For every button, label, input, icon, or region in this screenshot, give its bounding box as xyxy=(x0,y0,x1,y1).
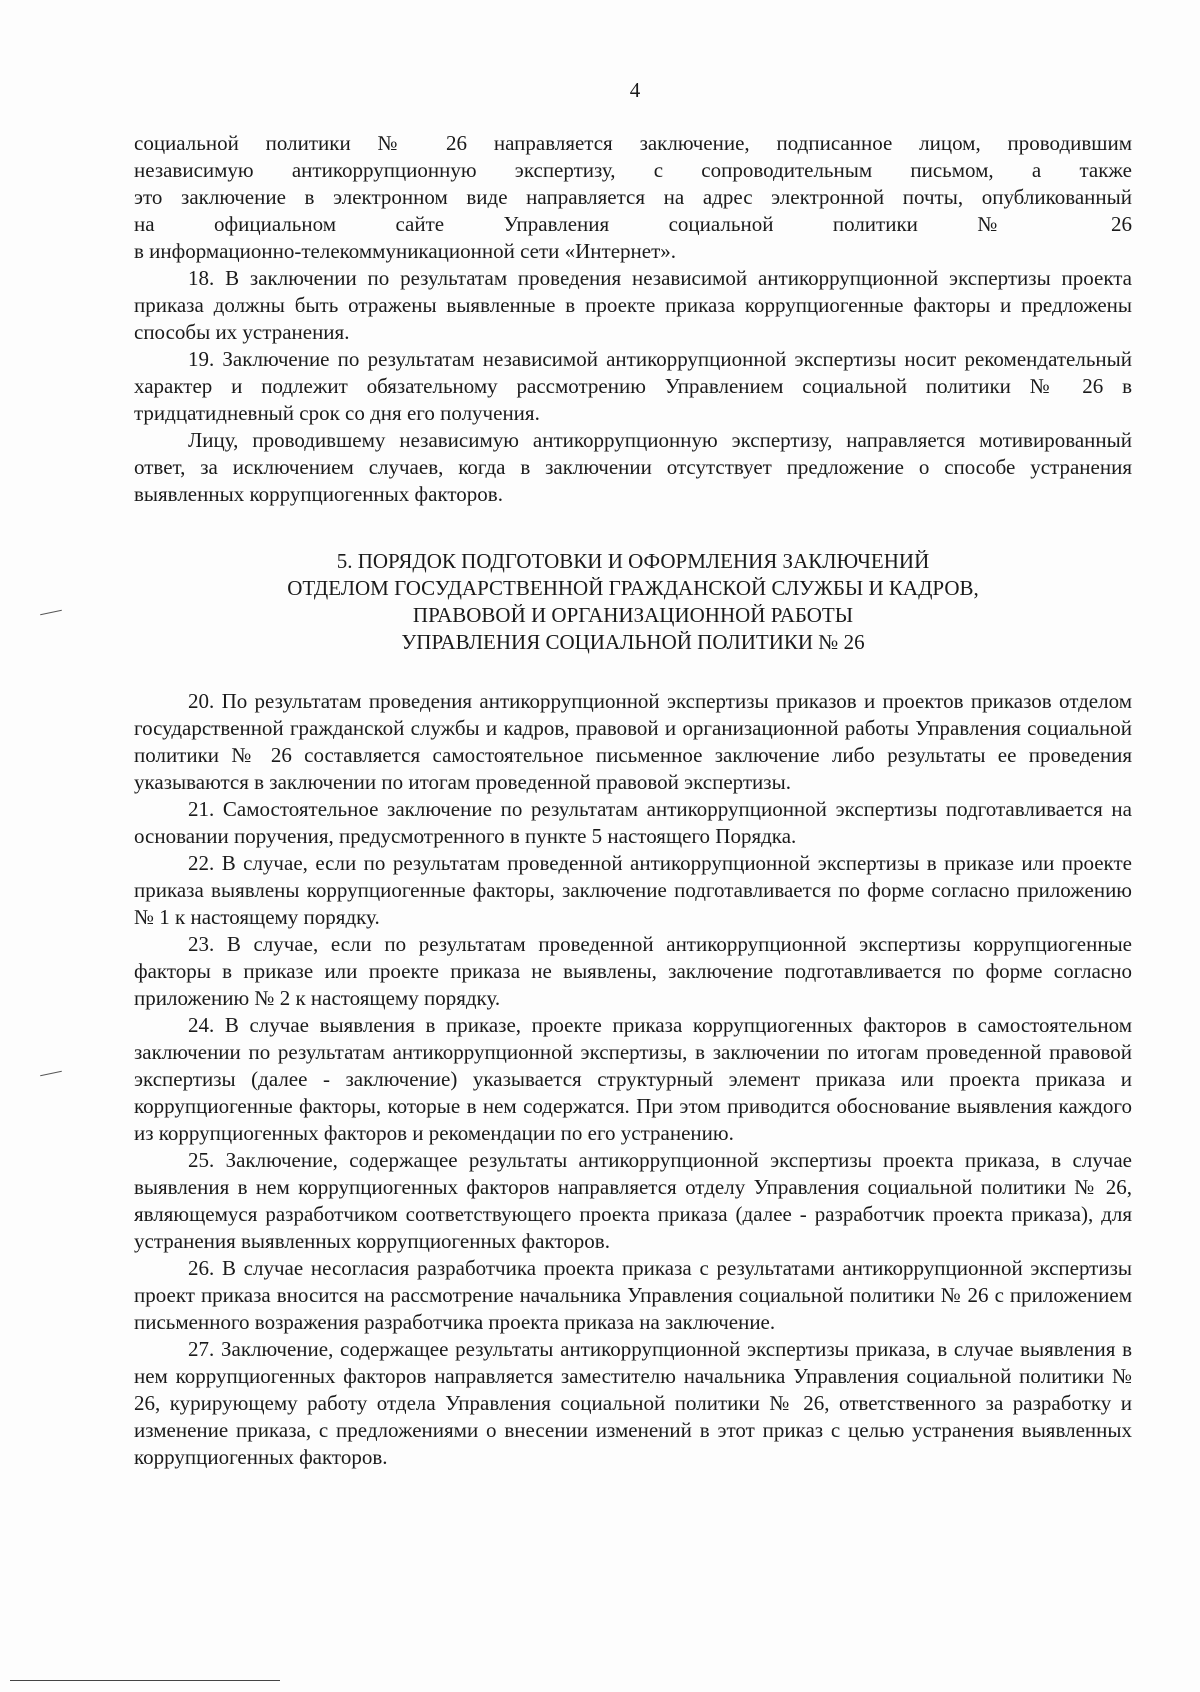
paragraph-continuation-line: социальной политики № 26 направляется заключение, подписанное лицом, проводившим xyxy=(134,131,1132,155)
paragraph-26: 26. В случае несогласия разработчика проекта приказа с результатами антикоррупционной экспертизы проект приказа вносится на рассмотрение начальника Управления социальной политики № 26 с приложением письменного возражения разработчика проекта приказа на заключение. xyxy=(134,1256,1132,1334)
paragraph-20: 20. По результатам проведения антикоррупционной экспертизы приказов и проектов приказов отделом государственной гражданской службы и кадров, правовой и организационной работы Управления социальной политики № 26 составляется самостоятельное письменное заключение либо результаты ее проведения указываются в заключении по итогам проведенной правовой экспертизы. xyxy=(134,689,1132,794)
footer-rule xyxy=(10,1680,280,1681)
paragraph-continuation-line: независимую антикоррупционную экспертизу, с сопроводительным письмом, а также xyxy=(134,158,1132,182)
margin-punch-mark xyxy=(40,1071,62,1077)
heading-line: ОТДЕЛОМ ГОСУДАРСТВЕННОЙ ГРАЖДАНСКОЙ СЛУЖБЫ И КАДРОВ, xyxy=(287,576,979,600)
section-5-body xyxy=(134,688,1132,1471)
paragraph-18: 18. В заключении по результатам проведения независимой антикоррупционной экспертизы проекта приказа должны быть отражены выявленные в проекте приказа коррупциогенные факторы и предложены способы их устранения. xyxy=(134,266,1132,344)
heading-line: УПРАВЛЕНИЯ СОЦИАЛЬНОЙ ПОЛИТИКИ № 26 xyxy=(401,630,865,654)
heading-line: 5. ПОРЯДОК ПОДГОТОВКИ И ОФОРМЛЕНИЯ ЗАКЛЮЧЕНИЙ xyxy=(336,549,930,573)
paragraph-27: 27. Заключение, содержащее результаты антикоррупционной экспертизы приказа, в случае выявления в нем коррупциогенных факторов направляется заместителю начальника Управления социальной политики № 26, курирующему работу отдела Управления социальной политики № 26, ответственного за разработку и изменение приказа, с предложениями о внесении изменений в этот приказ с целью устранения выявленных коррупциогенных факторов. xyxy=(134,1337,1132,1469)
margin-punch-mark xyxy=(40,610,62,616)
paragraph-continuation-line: в информационно-телекоммуникационной сети «Интернет». xyxy=(134,239,677,263)
paragraph-19-response: Лицу, проводившему независимую антикоррупционную экспертизу, направляется мотивированный ответ, за исключением случаев, когда в заключении отсутствует предложение о способе устранения выявленных коррупциогенных факторов. xyxy=(134,428,1132,506)
paragraph-22: 22. В случае, если по результатам проведенной антикоррупционной экспертизы в приказе или проекте приказа выявлены коррупциогенные факторы, заключение подготавливается по форме согласно приложению № 1 к настоящему порядку. xyxy=(134,851,1132,929)
section-5-heading xyxy=(134,548,1132,656)
paragraph-23: 23. В случае, если по результатам проведенной антикоррупционной экспертизы коррупциогенные факторы в приказе или проекте приказа не выявлены, заключение подготавливается по форме согласно приложению № 2 к настоящему порядку. xyxy=(134,932,1132,1010)
paragraph-24: 24. В случае выявления в приказе, проекте приказа коррупциогенных факторов в самостоятельном заключении по результатам антикоррупционной экспертизы, в заключении по итогам проведенной правовой экспертизы (далее - заключение) указывается структурный элемент приказа или проекта приказа и коррупциогенные факторы, которые в нем содержатся. При этом приводится обоснование выявления каждого из коррупциогенных факторов и рекомендации по его устранению. xyxy=(134,1013,1132,1145)
paragraph-19: 19. Заключение по результатам независимой антикоррупционной экспертизы носит рекомендательный характер и подлежит обязательному рассмотрению Управлением социальной политики № 26 в тридцатидневный срок со дня его получения. xyxy=(134,347,1132,425)
heading-line: ПРАВОВОЙ И ОРГАНИЗАЦИОННОЙ РАБОТЫ xyxy=(412,603,854,627)
top-text-block xyxy=(134,130,1132,508)
page-number: 4 xyxy=(629,78,641,102)
paragraph-continuation-line: на официальном сайте Управления социальной политики № 26 xyxy=(134,212,1132,236)
paragraph-continuation-line: это заключение в электронном виде направляется на адрес электронной почты, опубликованный xyxy=(134,185,1132,209)
paragraph-21: 21. Самостоятельное заключение по результатам антикоррупционной экспертизы подготавливается на основании поручения, предусмотренного в пункте 5 настоящего Порядка. xyxy=(134,797,1132,848)
paragraph-25: 25. Заключение, содержащее результаты антикоррупционной экспертизы проекта приказа, в случае выявления в нем коррупциогенных факторов направляется отделу Управления социальной политики № 26, являющемуся разработчиком соответствующего проекта приказа (далее - разработчик проекта приказа), для устранения выявленных коррупциогенных факторов. xyxy=(134,1148,1132,1253)
